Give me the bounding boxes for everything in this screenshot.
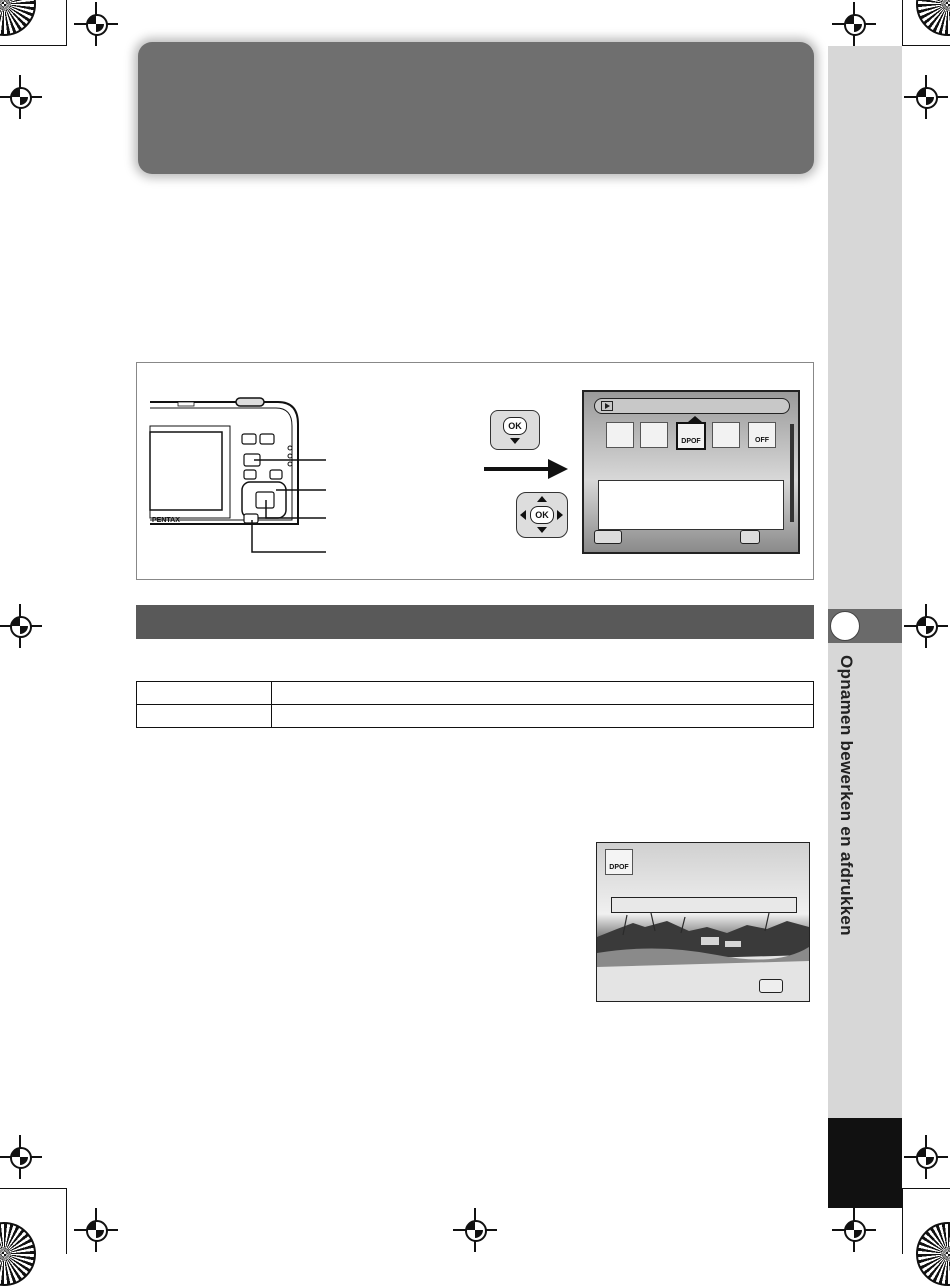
crop-line	[902, 0, 903, 46]
crop-line	[0, 45, 66, 46]
table-cell-option	[137, 682, 272, 705]
crop-line	[902, 1188, 950, 1189]
crop-line	[66, 0, 67, 46]
registration-mark	[904, 604, 948, 648]
registration-starburst-bottom-left	[0, 1222, 36, 1286]
section-heading-bar	[136, 605, 814, 639]
page-header-banner	[138, 42, 814, 174]
ok-button-guide	[759, 979, 783, 993]
registration-mark	[74, 1208, 118, 1252]
dpof-icon: DPOF	[676, 422, 706, 450]
frame-icon: OFF	[748, 422, 776, 448]
crop-line	[902, 1188, 903, 1254]
registration-mark	[832, 2, 876, 46]
ok-button-guide	[740, 530, 760, 544]
table-row	[137, 682, 814, 705]
voice-memo-icon	[606, 422, 634, 448]
guide-message-box	[598, 480, 784, 530]
four-way-controller-icon: OK	[516, 492, 568, 538]
dpof-setting-screen	[596, 842, 810, 1002]
delete-icon	[712, 422, 740, 448]
dpof-icon: DPOF	[605, 849, 633, 875]
dpof-options-table	[136, 681, 814, 728]
ok-button-icon: OK	[490, 410, 540, 450]
camera-back-illustration	[148, 394, 330, 560]
chapter-number-circle	[830, 611, 860, 641]
chapter-title: Opnamen bewerken en afdrukken	[837, 655, 856, 936]
crop-line	[902, 45, 950, 46]
registration-mark	[0, 75, 42, 119]
registration-mark	[453, 1208, 497, 1252]
crop-line	[0, 1188, 66, 1189]
playback-mode-palette-screen	[582, 390, 800, 554]
menu-button-guide	[594, 530, 622, 544]
playback-icon	[601, 401, 613, 411]
scrollbar	[790, 424, 794, 522]
table-cell-description	[272, 705, 814, 728]
right-arrow-icon	[484, 458, 570, 480]
protect-icon	[640, 422, 668, 448]
screen-title-bar	[594, 398, 790, 414]
copies-field	[611, 897, 797, 913]
table-row	[137, 705, 814, 728]
registration-mark	[904, 75, 948, 119]
table-cell-description	[272, 682, 814, 705]
registration-mark	[0, 604, 42, 648]
mode-palette-icons	[606, 422, 776, 450]
crop-line	[66, 1188, 67, 1254]
registration-starburst-top-right	[916, 0, 950, 36]
registration-mark	[74, 2, 118, 46]
registration-mark	[832, 1208, 876, 1252]
registration-starburst-top-left	[0, 0, 36, 36]
page-number-block	[828, 1118, 902, 1208]
registration-mark	[0, 1135, 42, 1179]
registration-starburst-bottom-right	[916, 1222, 950, 1286]
camera-brand-label: PENTAX	[152, 517, 180, 524]
registration-mark	[904, 1135, 948, 1179]
table-cell-option	[137, 705, 272, 728]
